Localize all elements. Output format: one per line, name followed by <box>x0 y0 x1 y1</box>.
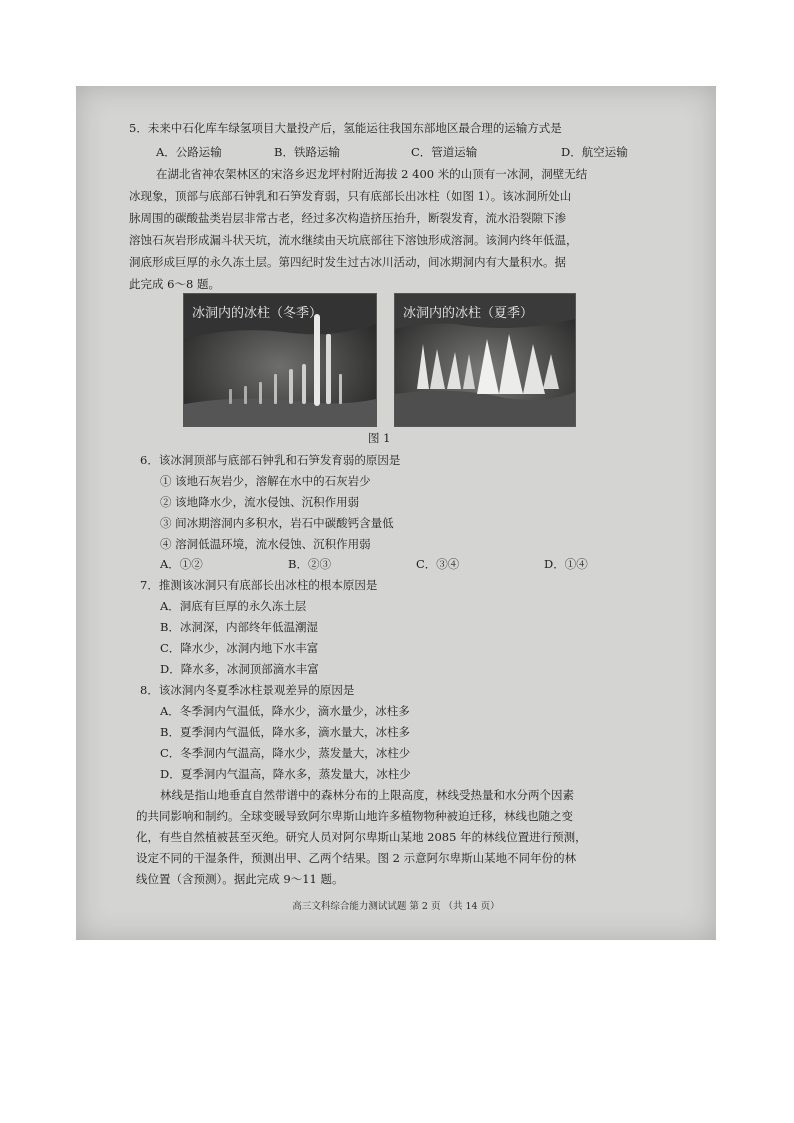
passage1-line: 脉周围的碳酸盐类岩层非常古老，经过多次构造挤压抬升，断裂发育，流水沿裂隙下渗 <box>129 211 566 225</box>
q7-option-c: C．降水少，冰洞内地下水丰富 <box>160 641 319 655</box>
page-footer: 高三文科综合能力测试试题 第 2 页 （共 14 页） <box>292 901 500 912</box>
q6-option-a: A．①② <box>160 557 203 571</box>
q6-option-d: D．①④ <box>544 557 588 571</box>
q7-option-a: A．洞底有巨厚的永久冻土层 <box>160 599 307 613</box>
q8-stem: 8．该冰洞内冬夏季冰柱景观差异的原因是 <box>140 683 355 697</box>
q7-option-d: D．降水多，冰洞顶部滴水丰富 <box>160 662 319 676</box>
q5-option-a: A．公路运输 <box>156 145 222 159</box>
q5-stem: 5．未来中石化库车绿氢项目大量投产后，氢能运往我国东部地区最合理的运输方式是 <box>129 121 562 135</box>
q8-option-b: B．夏季洞内气温低，降水多，滴水量大，冰柱多 <box>160 725 410 739</box>
q6-option-b: B．②③ <box>288 557 331 571</box>
q6-item: ④ 溶洞低温环境，流水侵蚀、沉积作用弱 <box>160 537 371 551</box>
q6-item: ① 该地石灰岩少，溶解在水中的石灰岩少 <box>160 474 371 488</box>
q5-option-c: C．管道运输 <box>411 145 478 159</box>
q6-option-c: C．③④ <box>416 557 460 571</box>
q7-stem: 7．推测该冰洞只有底部长出冰柱的根本原因是 <box>140 578 378 592</box>
q6-item: ③ 间冰期溶洞内多积水，岩石中碳酸钙含量低 <box>160 516 394 530</box>
scanned-page <box>76 86 716 940</box>
passage1-line: 洞底形成巨厚的永久冻土层。第四纪时发生过古冰川活动，间冰期洞内有大量积水。据 <box>129 255 566 269</box>
q5-option-b: B．铁路运输 <box>274 145 340 159</box>
winter-photo-caption: 冰洞内的冰柱（冬季） <box>192 306 323 321</box>
q8-option-a: A．冬季洞内气温低，降水少，滴水量少，冰柱多 <box>160 704 410 718</box>
passage2-line: 线位置（含预测）。据此完成 9～11 题。 <box>136 872 344 886</box>
passage2-line: 的共同影响和制约。全球变暖导致阿尔卑斯山地许多植物物种被迫迁移，林线也随之变 <box>136 809 573 823</box>
passage1-line: 此完成 6～8 题。 <box>129 277 220 291</box>
q7-option-b: B．冰洞深，内部终年低温潮湿 <box>160 620 318 634</box>
summer-photo-caption: 冰洞内的冰柱（夏季） <box>403 306 534 321</box>
q8-option-c: C．冬季洞内气温高，降水少，蒸发量大，冰柱少 <box>160 746 411 760</box>
passage1-line: 溶蚀石灰岩形成漏斗状天坑，流水继续由天坑底部往下溶蚀形成溶洞。该洞内终年低温， <box>129 233 578 247</box>
q5-option-d: D．航空运输 <box>561 145 628 159</box>
passage2-line: 设定不同的干湿条件，预测出甲、乙两个结果。图 2 示意阿尔卑斯山某地不同年份的林 <box>136 851 577 865</box>
ice-cave-summer-photo <box>394 293 576 427</box>
q8-option-d: D．夏季洞内气温高，降水多，蒸发量大，冰柱少 <box>160 767 411 781</box>
passage2-line: 林线是指山地垂直自然带谱中的森林分布的上限高度，林线受热量和水分两个因素 <box>160 788 574 802</box>
passage1-line: 冰现象，顶部与底部石钟乳和石笋发育弱，只有底部长出冰柱（如图 1）。该冰洞所处山 <box>129 189 572 203</box>
passage1-line: 在湖北省神农架林区的宋洛乡迟龙坪村附近海拔 2 400 米的山顶有一冰洞，洞壁无结 <box>156 167 588 181</box>
figure1-label: 图 1 <box>368 431 391 445</box>
ice-cave-winter-photo <box>183 293 377 427</box>
q6-item: ② 该地降水少，流水侵蚀、沉积作用弱 <box>160 495 360 509</box>
q6-stem: 6．该冰洞顶部与底部石钟乳和石笋发育弱的原因是 <box>140 453 401 467</box>
passage2-line: 化，有些自然植被甚至灭绝。研究人员对阿尔卑斯山某地 2085 年的林线位置进行预测， <box>136 830 587 844</box>
